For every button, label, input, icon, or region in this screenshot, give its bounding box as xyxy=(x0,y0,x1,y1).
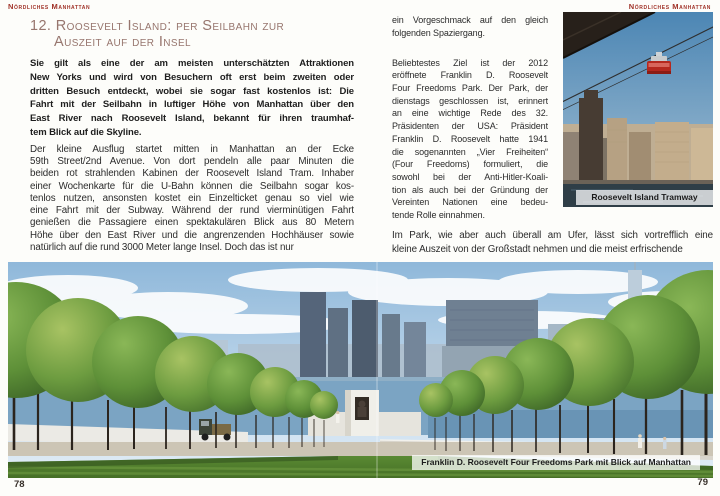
text-line: sowohl bei der Anti-Hitler-Koali- xyxy=(392,171,548,182)
running-header-left: Nördliches Manhattan xyxy=(8,2,91,11)
running-header-right: Nördliches Manhattan xyxy=(628,2,711,11)
text-line: natürlich auf die rund 3000 Meter lange Insel. Doch das ist nur xyxy=(30,241,294,253)
text-line: eine Fahrt mit der Subway. Während der rund vierminütigen Fahrt xyxy=(30,205,354,217)
text-line: Franklin D. Roosevelt hatte 1941 xyxy=(392,133,548,144)
text-line: New Yorks und wird von Besuchern oft erst beim zweiten oder xyxy=(30,71,354,83)
park-photo-caption: Franklin D. Roosevelt Four Freedoms Park mit Blick auf Manhattan xyxy=(412,455,700,470)
text-line: an eine wichtige Rede des 32. xyxy=(392,108,548,119)
body-paragraph-right-2 xyxy=(392,57,548,222)
left-page-column xyxy=(30,57,354,254)
text-line: tenlos nutzen, ansonsten kostet ein Einzelticket genau so viel wie xyxy=(30,192,354,204)
text-line: Sie gilt als eine der am meisten unterschätzten Attraktionen xyxy=(30,58,354,69)
text-line: folgenden Spaziergang. xyxy=(392,27,485,38)
chapter-title xyxy=(30,18,284,50)
text-line: eröffnete Franklin D. Roosevelt xyxy=(392,70,548,81)
text-line: die sogenannten „Vier Freiheiten“ xyxy=(392,146,548,157)
text-line: Vereinten Nationen eine bedeu- xyxy=(392,197,548,208)
park-photo-illustration xyxy=(8,262,713,478)
text-line: Der kleine Ausflug startet mitten in Manhattan an der Ecke xyxy=(30,143,354,155)
page-number-left: 78 xyxy=(14,479,25,490)
tramway-photo-illustration xyxy=(563,12,713,207)
right-page-column xyxy=(392,14,548,222)
text-line: beiden rot strahlenden Kabinen der Roosevelt Island Tram. Inhaber xyxy=(30,168,354,180)
page-gutter xyxy=(376,262,378,478)
page-number-right: 79 xyxy=(697,477,708,488)
body-paragraph-full-width xyxy=(392,229,713,256)
text-line: (Four Freedoms) formuliert, die xyxy=(392,159,548,170)
chapter-title-line-1: 12. Roosevelt Island: per Seilbahn zur xyxy=(30,18,285,34)
tramway-photo-caption: Roosevelt Island Tramway xyxy=(576,190,713,205)
body-paragraph-left xyxy=(30,144,354,254)
text-line: Four Freedoms Park. Der Park, der xyxy=(392,83,548,93)
text-line: genießen die Passagiere einen spektakulären Blick aus 80 Metern xyxy=(30,217,354,229)
text-line: Im Park, wie aber auch überall am Ufer, lässt sich vortrefflich eine xyxy=(392,230,713,241)
tramway-photo xyxy=(563,12,713,207)
text-line: tende Rolle einnahmen. xyxy=(392,210,485,221)
text-line: dienstags geschlossen ist, erinnert xyxy=(392,95,548,106)
chapter-title-line-2: Auszeit auf der Insel xyxy=(54,34,191,50)
intro-paragraph xyxy=(30,57,354,140)
text-line: kleine Auszeit von der Großstadt nehmen und die meist erfrischende xyxy=(392,243,683,255)
text-line: dritten Besuch entdeckt, wobei sie sogar fast kostenlos ist: Die xyxy=(30,85,354,97)
text-line: einer Wochenkarte für die U-Bahn können die Seilbahn sogar kos- xyxy=(30,180,354,192)
text-line: tem Blick auf die Skyline. xyxy=(30,126,142,138)
text-line: Beliebtestes Ziel ist der 2012 xyxy=(392,57,548,68)
text-line: tion als auch bei der Gründung der xyxy=(392,184,548,195)
promenade xyxy=(8,442,713,456)
text-line: East River nach Roosevelt Island, bekannt für ihren traumhaf- xyxy=(30,113,354,125)
text-line: 59th Street/2nd Avenue. Von dort pendeln alle paar Minuten die xyxy=(30,156,354,168)
text-line: Präsidenten der USA: Präsident xyxy=(392,121,548,132)
body-paragraph-right-1 xyxy=(392,14,548,40)
text-line: Fahrt mit der Seilbahn in luftiger Höhe von Manhattan über den xyxy=(30,99,354,111)
text-line: Höhe über den East River und die angrenzenden Hochhäuser sowie xyxy=(30,229,354,241)
park-photo xyxy=(8,262,713,478)
text-line: ein Vorgeschmack auf den gleich xyxy=(392,15,548,25)
